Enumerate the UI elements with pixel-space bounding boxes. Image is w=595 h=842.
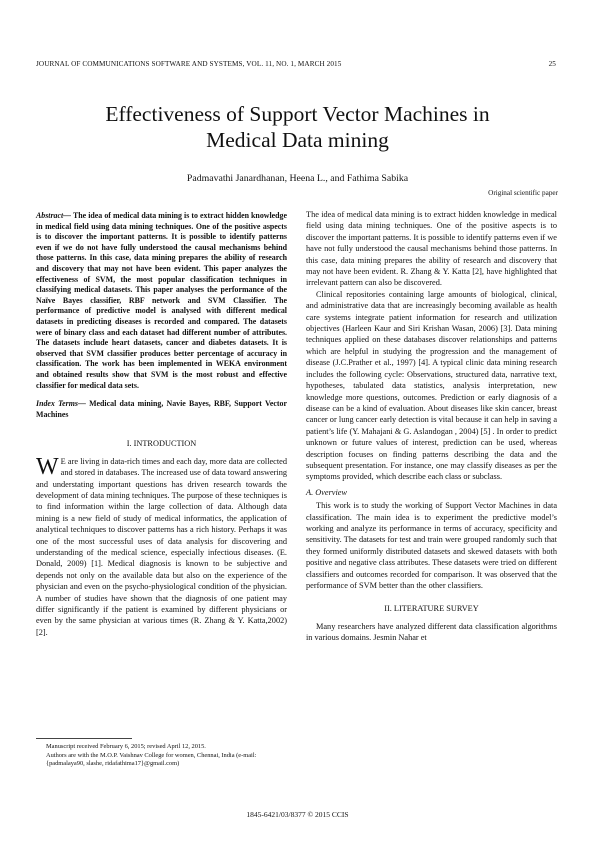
- index-terms-label: Index Terms—: [36, 399, 86, 409]
- author-list: Padmavathi Janardhanan, Heena L., and Fathima Sabika: [186, 173, 409, 184]
- subsection-heading-overview: A. Overview: [306, 487, 348, 497]
- page-footer: 1845-6421/03/8377 © 2015 CCIS: [246, 810, 349, 819]
- paper-category: Original scientific paper: [488, 189, 558, 197]
- right-column: [306, 209, 557, 644]
- body-paragraph: Clinical repositories containing large amounts of biological, clinical, and administrative data that are increasingly becoming available as health care systems integrate patient information for research and utilization objectives (Harleen Kaur and Siri Krishan Wasan, 2006) [3]. Data mining techniques applied on these databases discover relationships and patterns which are helpful in studying the progression and the management of disease (J.C.Prather et al., 1997) [4]. A typical clinic data mining research includes the following cycle: Observations, structured data, narrative text, hypotheses, tabulated data statistics, analysis interpretation, new knowledge more questions, outcomes. Prediction or early diagnosis of a disease can be a kind of evaluation. About diseases like skin cancer, breast cancer or lung cancer early detection is vital because it can help in saving a patient’s life (Y. Mahajani & G. Aslandogan , 2004) [5] . In order to predict unknown or future values of interest, prediction can be used, whereas description focuses on finding patterns describing the data and the subsequent presentation. For instance, one may classify diseases as per the symptoms provided, which describe each class or subclass.: [306, 289, 557, 482]
- left-column: [36, 211, 287, 638]
- title-line-1: Effectiveness of Support Vector Machines in: [105, 102, 490, 126]
- footnote-rule: [36, 738, 132, 739]
- introduction-paragraph: [36, 453, 287, 639]
- index-terms-text: Medical data mining, Navie Bayes, RBF, Support Vector Machines: [36, 399, 288, 419]
- title-line-2: Medical Data mining: [206, 128, 389, 152]
- index-terms: [36, 399, 287, 420]
- abstract-text: The idea of medical data mining is to extract hidden knowledge in medical field using data mining techniques. One of the positive aspects is to discover the important patterns. It is possible to identify patterns even if we do not have fully understood the causal mechanisms behind those patterns. In this case, data mining prepares the ability of research and discovery that may not have been evident. This paper analyzes the effectiveness of SVM, the most popular classification techniques in classifying medical datasets. This paper analyses the performance of the Naïve Bayes classifier, RBF network and SVM Classifier. The performance of predictive model is analysed with different medical datasets in predicting diseases is recorded and compared. The datasets were of binary class and each dataset had different number of attributes. The datasets include heart datasets, cancer and diabetes datasets. It is observed that SVM classifier produces better percentage of accuracy in classification. The work has been implemented in WEKA environment and obtained results show that SVM is the most robust and effective classifier for medical data sets.: [36, 211, 287, 390]
- body-paragraph: This work is to study the working of Support Vector Machines in data classification. The main idea is to experiment the predictive model’s working and analyze its performance in terms of accuracy, specificity and sensitivity. The datasets for test and train were grouped randomly such that they formed uniformly distributed datasets and skewed datasets with both positive and negative class attributes. These datasets were tried on different classifiers and outcomes recorded for comparison. It was observed that the performance of SVM better than the other classifiers.: [306, 501, 557, 590]
- footnote-affiliation: Authors are with the M.O.P. Vaishnav College for women, Chennai, India (e-mail: {padmalaya90, slashe, ridafathima17}@gmail.com): [46, 751, 257, 768]
- footnotes: [36, 738, 287, 769]
- abstract-label: Abstract—: [36, 211, 72, 220]
- body-paragraph: Many researchers have analyzed different data classification algorithms in various domains. Jesmin Nahar et: [306, 621, 557, 643]
- section-heading-literature-survey: II. LITERATURE SURVEY: [384, 604, 479, 614]
- drop-cap: W: [36, 453, 59, 480]
- paper-title: [36, 101, 559, 153]
- introduction-text: E are living in data-rich times and each day, more data are collected and stored in databases. The increased use of data toward answering and understating important questions has driven research towards the development of data mining techniques. The purpose of these techniques is to find information within the large collection of data. Although data mining is a new field of study of medical informatics, the application of analytical techniques to discover patterns has a rich history. Perhaps it was one of the most successful uses of data analysis for discovering and understanding of the medical science, especially infectious diseases. (E. Donald, 2009) [1]. Medical diagnosis is known to be subjective and depends not only on the available data but also on the experience of the physician and even on the psycho-physiological condition of the physician. A number of studies have shown that the diagnosis of one patient may differ significantly if the patient is examined by different physicians or even by the same physician at various times (R. Zhang & Y. Katta,2002) [2].: [36, 456, 287, 637]
- body-paragraph: The idea of medical data mining is to extract hidden knowledge in medical field using data mining techniques. One of the positive aspects is to discover the important patterns. It is possible to identify patterns even if we have not fully understood the causal mechanisms behind those patterns. In this case, data mining prepares the ability of research and discovery that may not have been evident. R. Zhang & Y. Katta [2], have highlighted that irrelevant pattern can also be discovered.: [306, 210, 557, 288]
- journal-name: JOURNAL OF COMMUNICATIONS SOFTWARE AND SYSTEMS, VOL. 11, NO. 1, MARCH 2015: [36, 60, 342, 68]
- section-heading-introduction: I. INTRODUCTION: [126, 439, 197, 449]
- page-number: 25: [548, 60, 556, 68]
- running-header: [36, 60, 556, 68]
- abstract: [36, 211, 287, 391]
- footnote-manuscript: Manuscript received February 6, 2015; revised April 12, 2015.: [46, 743, 206, 750]
